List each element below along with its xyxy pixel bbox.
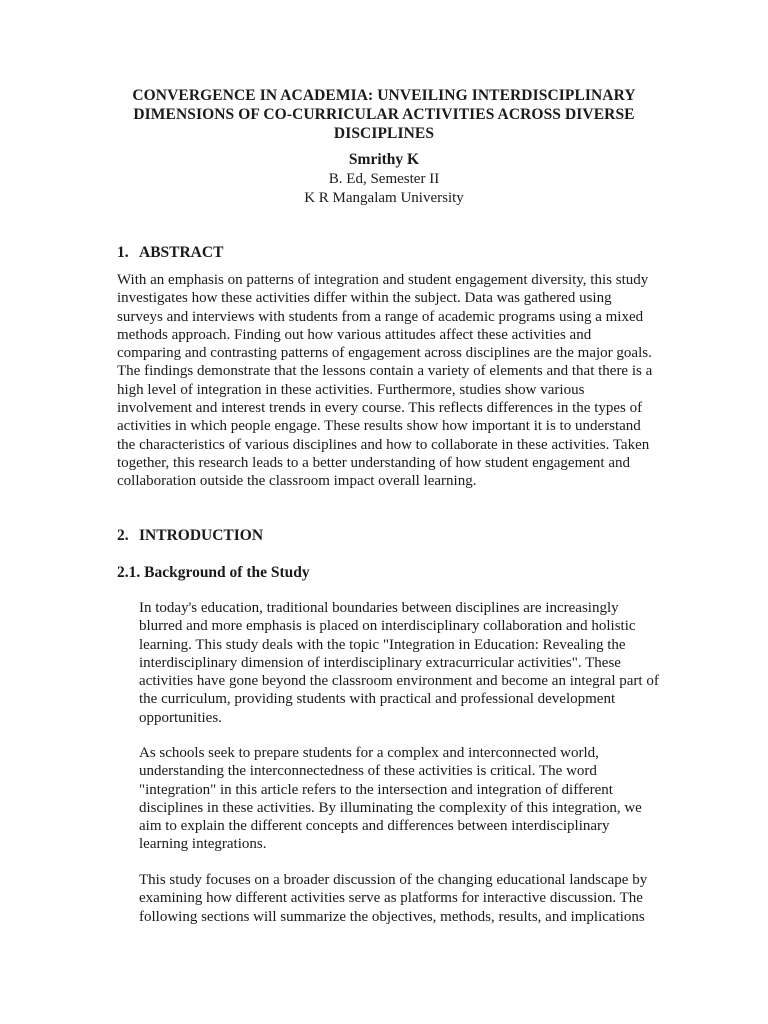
introduction-heading <box>117 526 263 545</box>
abstract-number: 1. <box>117 244 129 261</box>
intro-paragraph-2: As schools seek to prepare students for a complex and interconnected world, understanding the interconnectedness of these activities is critical. The word "integration" in this article refers to the intersection and integration of different disciplines in these activities. By illuminating the complexity of this integration, we aim to explain the different concepts and differences between interdisciplinary learning integrations. <box>139 745 642 853</box>
background-subheading: 2.1. Background of the Study <box>117 564 310 581</box>
abstract-heading-text: ABSTRACT <box>139 244 224 261</box>
paper-title: CONVERGENCE IN ACADEMIA: UNVEILING INTERDISCIPLINARY DIMENSIONS OF CO-CURRICULAR ACTIVITIES ACROSS DIVERSE DISCIPLINES <box>132 87 636 142</box>
author-university: K R Mangalam University <box>304 190 464 206</box>
author-name: Smrithy K <box>348 151 420 168</box>
intro-paragraph-1: In today's education, traditional boundaries between disciplines are increasingly blurred and more emphasis is placed on interdisciplinary collaboration and holistic learning. This study deals with the topic "Integration in Education: Revealing the interdisciplinary dimension of interdisciplinary extracurricular activities". These activities have gone beyond the classroom environment and become an integral part of the curriculum, providing students with practical and professional development opportunities. <box>139 600 659 726</box>
introduction-heading-text: INTRODUCTION <box>139 527 264 544</box>
introduction-number: 2. <box>117 527 129 544</box>
intro-paragraph-3: This study focuses on a broader discussion of the changing educational landscape by examining how different activities serve as platforms for interactive discussion. The following sections will summarize the objectives, methods, results, and implications <box>139 872 648 925</box>
abstract-heading <box>117 243 223 262</box>
author-program: B. Ed, Semester II <box>328 171 440 187</box>
abstract-paragraph: With an emphasis on patterns of integration and student engagement diversity, this study investigates how these activities differ within the subject. Data was gathered using surveys and interviews with students from a range of academic programs using a mixed methods approach. Finding out how various attitudes affect these activities and comparing and contrasting patterns of engagement across disciplines are the major goals. The findings demonstrate that the lessons contain a variety of elements and that there is a high level of integration in these activities. Furthermore, studies show various involvement and interest trends in every course. This reflects differences in the types of activities in which people engage. These results show how important it is to understand the characteristics of various disciplines and how to collaborate in these activities. Taken together, this research leads to a better understanding of how student engagement and collaboration outside the classroom impact overall learning. <box>117 272 653 490</box>
